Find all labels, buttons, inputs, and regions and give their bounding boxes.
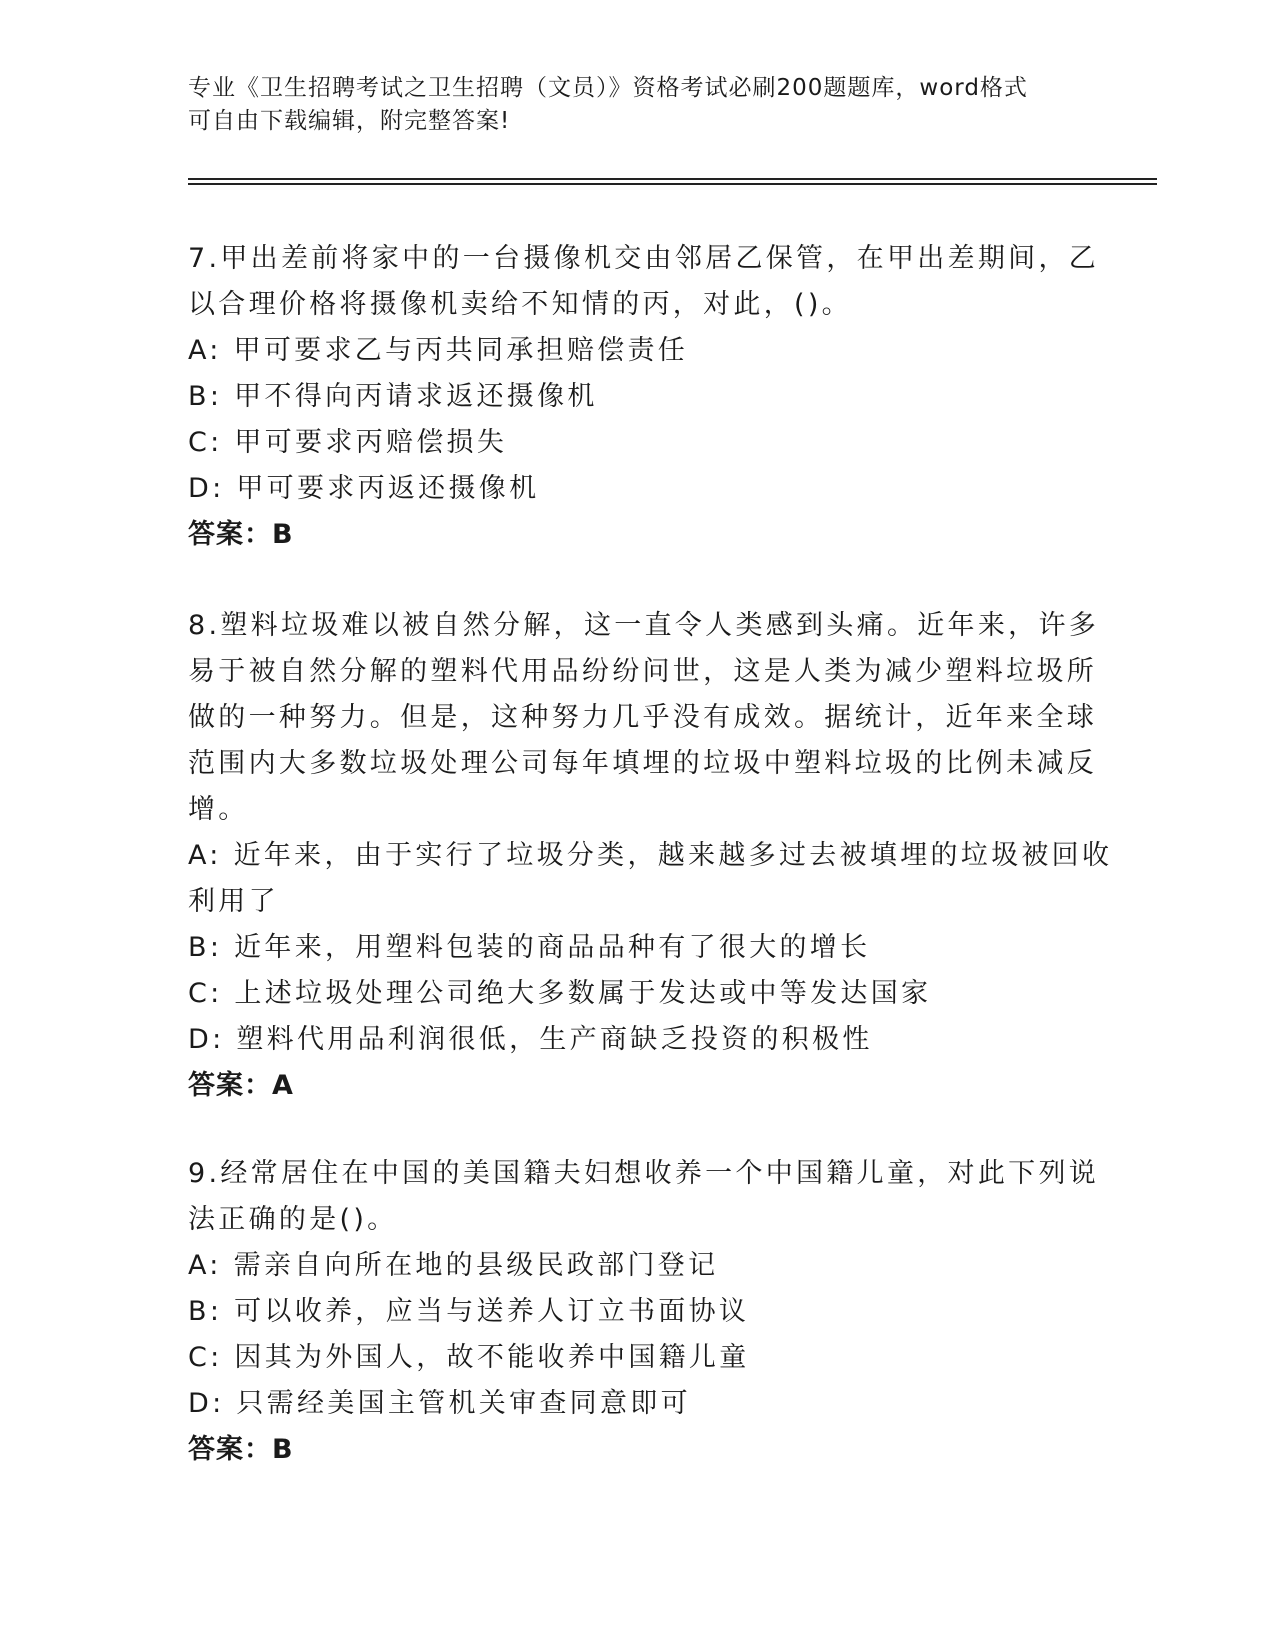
answer: 答案：B — [188, 519, 294, 550]
option-text: A: 需亲自向所在地的县级民政部门登记 — [188, 1250, 719, 1281]
option-d — [188, 466, 1088, 512]
header-line-1: 专业《卫生招聘考试之卫生招聘（文员）》资格考试必刷200题题库，word格式 — [188, 75, 1028, 101]
option-text: C: 甲可要求丙赔偿损失 — [188, 427, 508, 458]
question-stem — [188, 236, 1100, 328]
option-d — [188, 1017, 1088, 1063]
option-b — [188, 925, 1088, 971]
option-d — [188, 1381, 1088, 1427]
stem-line: 以合理价格将摄像机卖给不知情的丙，对此，()。 — [188, 289, 852, 320]
stem-line: 法正确的是()。 — [188, 1204, 398, 1235]
stem-line: 增。 — [188, 794, 249, 825]
option-a — [188, 1243, 1088, 1289]
question-7 — [188, 236, 1100, 558]
header-line-2: 可自由下载编辑，附完整答案! — [188, 108, 511, 134]
option-text: B: 可以收养，应当与送养人订立书面协议 — [188, 1296, 750, 1327]
answer: 答案：B — [188, 1434, 294, 1465]
question-stem — [188, 603, 1100, 833]
option-text: D: 塑料代用品利润很低，生产商缺乏投资的积极性 — [188, 1024, 873, 1055]
stem-line: 9.经常居住在中国的美国籍夫妇想收养一个中国籍儿童，对此下列说 — [188, 1158, 1100, 1189]
stem-line: 范围内大多数垃圾处理公司每年填埋的垃圾中塑料垃圾的比例未减反 — [188, 748, 1097, 779]
option-text-continued: 利用了 — [188, 886, 279, 917]
option-text: B: 甲不得向丙请求返还摄像机 — [188, 381, 598, 412]
option-a — [188, 833, 1113, 925]
option-text: D: 只需经美国主管机关审查同意即可 — [188, 1388, 691, 1419]
header-divider-bottom — [188, 183, 1157, 185]
option-c — [188, 420, 1088, 466]
option-text: B: 近年来，用塑料包装的商品品种有了很大的增长 — [188, 932, 871, 963]
option-text: C: 因其为外国人，故不能收养中国籍儿童 — [188, 1342, 750, 1373]
question-9 — [188, 1151, 1100, 1473]
option-c — [188, 1335, 1088, 1381]
stem-line: 做的一种努力。但是，这种努力几乎没有成效。据统计，近年来全球 — [188, 702, 1097, 733]
answer: 答案：A — [188, 1070, 294, 1101]
question-stem — [188, 1151, 1100, 1243]
option-b — [188, 374, 1088, 420]
header-divider-top — [188, 178, 1157, 180]
question-8 — [188, 603, 1113, 1109]
option-b — [188, 1289, 1088, 1335]
stem-line: 8.塑料垃圾难以被自然分解，这一直令人类感到头痛。近年来，许多 — [188, 610, 1100, 641]
stem-line: 7.甲出差前将家中的一台摄像机交由邻居乙保管，在甲出差期间，乙 — [188, 243, 1100, 274]
option-a — [188, 328, 1088, 374]
option-text: C: 上述垃圾处理公司绝大多数属于发达或中等发达国家 — [188, 978, 932, 1009]
option-text: A: 甲可要求乙与丙共同承担赔偿责任 — [188, 335, 689, 366]
option-c — [188, 971, 1088, 1017]
option-text: A: 近年来，由于实行了垃圾分类，越来越多过去被填埋的垃圾被回收 — [188, 840, 1113, 871]
document-header — [188, 72, 1068, 138]
stem-line: 易于被自然分解的塑料代用品纷纷问世，这是人类为减少塑料垃圾所 — [188, 656, 1097, 687]
option-text: D: 甲可要求丙返还摄像机 — [188, 473, 540, 504]
